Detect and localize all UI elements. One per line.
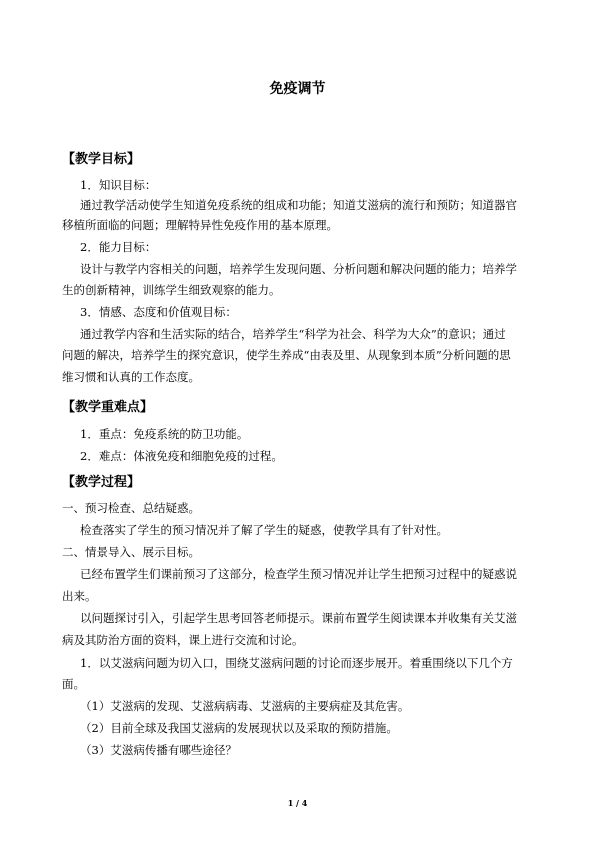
section-heading-process: 【教学过程】 <box>62 475 141 490</box>
paragraph-line: 1．知识目标： <box>80 178 157 192</box>
section-heading-key-points: 【教学重难点】 <box>62 400 154 415</box>
paragraph-line: 2．能力目标： <box>80 240 157 254</box>
paragraph-line: 已经布置学生们课前预习了这部分，检查学生预习情况并让学生把预习过程中的疑惑说 <box>80 567 517 581</box>
paragraph-line: 病及其防治方面的资料，课上进行交流和讨论。 <box>62 633 304 647</box>
paragraph-line: 二、情景导入、展示目标。 <box>62 545 200 559</box>
paragraph-line: 3．情感、态度和价值观目标： <box>80 305 237 319</box>
paragraph-line: 出来。 <box>62 589 97 603</box>
page-title: 免疫调节 <box>269 81 326 97</box>
paragraph-line: 问题的解决，培养学生的探究意识，使学生养成“由表及里、从现象到本质”分析问题的思 <box>62 348 511 362</box>
paragraph-line: 通过教学活动使学生知道免疫系统的组成和功能；知道艾滋病的流行和预防；知道器官 <box>80 198 517 212</box>
paragraph-line: 检查落实了学生的预习情况并了解了学生的疑惑，使教学具有了针对性。 <box>80 523 448 537</box>
paragraph-line: （3）艾滋病传播有哪些途径？ <box>80 743 237 757</box>
paragraph-line: 1．重点：免疫系统的防卫功能。 <box>80 427 249 441</box>
paragraph-line: 移植所面临的问题；理解特异性免疫作用的基本原理。 <box>62 218 338 232</box>
paragraph-line: 2．难点：体液免疫和细胞免疫的过程。 <box>80 449 283 463</box>
paragraph-line: 设计与教学内容相关的问题，培养学生发现问题、分析问题和解决问题的能力；培养学 <box>80 262 517 276</box>
paragraph-line: 一、预习检查、总结疑惑。 <box>62 501 200 515</box>
section-heading-objectives: 【教学目标】 <box>62 152 141 167</box>
paragraph-line: 面。 <box>62 677 85 691</box>
paragraph-line: 1．以艾滋病问题为切入口，围绕艾滋病问题的讨论而逐步展开。着重围绕以下几个方 <box>80 656 513 670</box>
paragraph-line: （2）目前全球及我国艾滋病的发展现状以及采取的预防措施。 <box>80 721 398 735</box>
paragraph-line: （1）艾滋病的发现、艾滋病病毒、艾滋病的主要病症及其危害。 <box>80 699 410 713</box>
page-number: 1 / 4 <box>287 798 308 808</box>
paragraph-line: 以问题探讨引入，引起学生思考回答老师提示。课前布置学生阅读课本并收集有关艾滋 <box>80 611 517 625</box>
paragraph-line: 维习惯和认真的工作态度。 <box>62 370 200 384</box>
paragraph-line: 通过教学内容和生活实际的结合，培养学生“科学为社会、科学为大众”的意识；通过 <box>80 327 506 341</box>
paragraph-line: 生的创新精神，训练学生细致观察的能力。 <box>62 283 281 297</box>
